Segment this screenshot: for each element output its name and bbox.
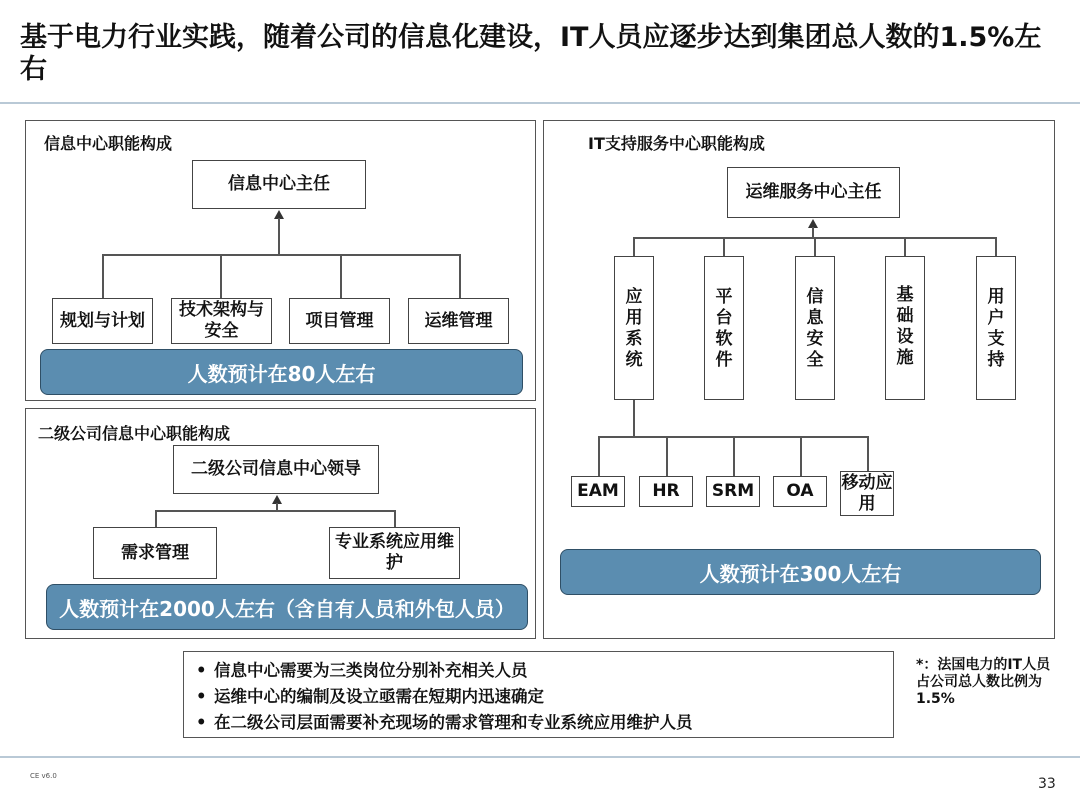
page-number: 33 — [1038, 776, 1056, 792]
app-box-mobile: 移动应用 — [840, 471, 894, 516]
connector — [155, 510, 395, 512]
footer-divider — [0, 756, 1080, 758]
sub-info-center-head-box: 二级公司信息中心领导 — [173, 445, 379, 494]
summary-bullets — [183, 651, 894, 738]
sub-info-center-panel-title: 二级公司信息中心职能构成 — [38, 424, 231, 443]
it-support-head-box: 运维服务中心主任 — [727, 167, 900, 218]
app-box-srm: SRM — [706, 476, 760, 507]
connector — [733, 436, 735, 477]
function-box-architecture-security: 技术架构与安全 — [171, 298, 272, 344]
function-box-planning: 规划与计划 — [52, 298, 153, 344]
function-box-applications — [614, 256, 654, 400]
function-box-requirements: 需求管理 — [93, 527, 217, 579]
connector — [633, 400, 635, 437]
connector — [340, 254, 342, 299]
function-box-user-support — [976, 256, 1016, 400]
connector — [633, 237, 635, 257]
connector — [102, 254, 104, 299]
connector — [394, 510, 396, 528]
app-box-oa: OA — [773, 476, 827, 507]
it-support-panel-title: IT支持服务中心职能构成 — [588, 134, 765, 153]
vbox-text: 平台软件 — [715, 287, 733, 370]
connector — [459, 254, 461, 299]
function-box-operations: 运维管理 — [408, 298, 509, 344]
connector — [800, 436, 802, 477]
connector — [102, 254, 460, 256]
function-box-system-maintenance: 专业系统应用维护 — [329, 527, 460, 579]
connector — [278, 218, 280, 255]
vbox-text: 用户支持 — [987, 287, 1005, 370]
connector — [995, 237, 997, 257]
function-box-infrastructure — [885, 256, 925, 400]
info-center-head-box: 信息中心主任 — [192, 160, 366, 209]
sub-info-center-headcount-band: 人数预计在2000人左右（含自有人员和外包人员） — [46, 584, 528, 630]
vbox-text: 基础设施 — [896, 285, 914, 368]
connector — [598, 436, 600, 477]
title-divider — [0, 102, 1080, 104]
function-box-project-management: 项目管理 — [289, 298, 390, 344]
function-box-platform-software — [704, 256, 744, 400]
info-center-panel-title: 信息中心职能构成 — [44, 134, 173, 153]
connector — [723, 237, 725, 257]
bullet-item: • 运维中心的编制及设立亟需在短期内迅速确定 — [196, 684, 893, 710]
it-support-headcount-band: 人数预计在300人左右 — [560, 549, 1041, 595]
vbox-text: 信息安全 — [806, 287, 824, 370]
version-label: CE v6.0 — [30, 772, 57, 780]
footnote: *：法国电力的IT人员占公司总人数比例为1.5% — [916, 657, 1051, 707]
app-box-hr: HR — [639, 476, 693, 507]
connector — [155, 510, 157, 528]
connector — [904, 237, 906, 257]
bullet-item: • 信息中心需要为三类岗位分别补充相关人员 — [196, 658, 893, 684]
connector — [220, 254, 222, 299]
vbox-text: 应用系统 — [625, 287, 643, 370]
slide-title: 基于电力行业实践，随着公司的信息化建设，IT人员应逐步达到集团总人数的1.5%左右 — [20, 22, 1042, 85]
function-box-info-security — [795, 256, 835, 400]
info-center-headcount-band: 人数预计在80人左右 — [40, 349, 523, 395]
app-box-eam: EAM — [571, 476, 625, 507]
bullet-item: • 在二级公司层面需要补充现场的需求管理和专业系统应用维护人员 — [196, 710, 893, 736]
connector — [814, 237, 816, 257]
connector — [867, 436, 869, 472]
connector — [666, 436, 668, 477]
